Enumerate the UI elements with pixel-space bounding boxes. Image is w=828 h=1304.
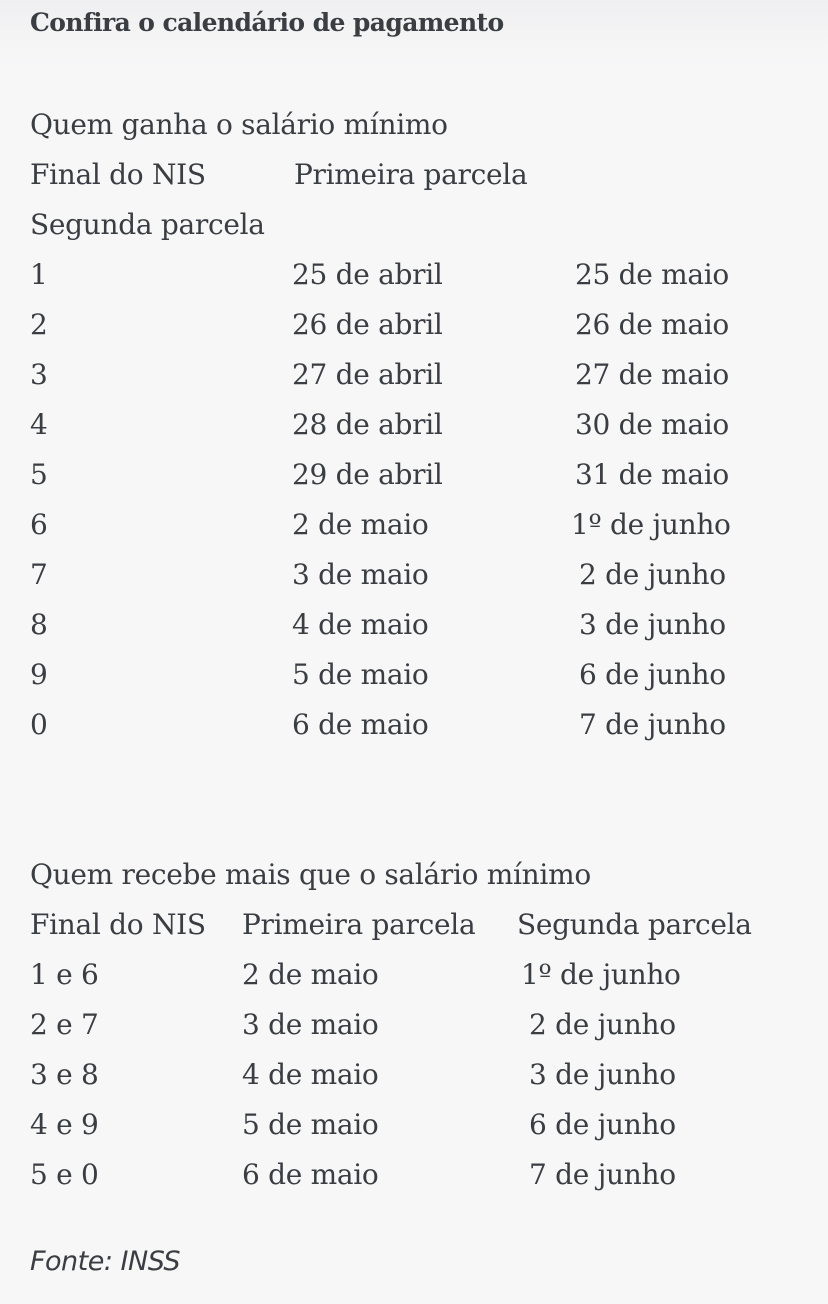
second-installment-cell: 30 de maio <box>575 408 729 441</box>
section1-title: Quem ganha o salário mínimo <box>30 108 448 141</box>
second-installment-cell: 7 de junho <box>529 1158 676 1191</box>
page-heading: Confira o calendário de pagamento <box>30 8 504 37</box>
first-installment-cell: 25 de abril <box>292 258 443 291</box>
section2-header-second: Segunda parcela <box>517 908 752 941</box>
first-installment-cell: 3 de maio <box>292 558 429 591</box>
first-installment-cell: 4 de maio <box>242 1058 379 1091</box>
second-installment-cell: 6 de junho <box>579 658 726 691</box>
first-installment-cell: 3 de maio <box>242 1008 379 1041</box>
nis-cell: 2 <box>30 308 48 341</box>
nis-cell: 9 <box>30 658 48 691</box>
section2-header-first: Primeira parcela <box>242 908 476 941</box>
nis-cell: 4 e 9 <box>30 1108 99 1141</box>
nis-cell: 6 <box>30 508 48 541</box>
nis-cell: 1 e 6 <box>30 958 99 991</box>
first-installment-cell: 29 de abril <box>292 458 443 491</box>
nis-cell: 5 <box>30 458 48 491</box>
nis-cell: 5 e 0 <box>30 1158 99 1191</box>
first-installment-cell: 27 de abril <box>292 358 443 391</box>
nis-cell: 3 <box>30 358 48 391</box>
first-installment-cell: 6 de maio <box>292 708 429 741</box>
nis-cell: 0 <box>30 708 48 741</box>
second-installment-cell: 7 de junho <box>579 708 726 741</box>
section1-header-second: Segunda parcela <box>30 208 265 241</box>
nis-cell: 4 <box>30 408 48 441</box>
section2-header-nis: Final do NIS <box>30 908 206 941</box>
first-installment-cell: 5 de maio <box>242 1108 379 1141</box>
second-installment-cell: 27 de maio <box>575 358 729 391</box>
second-installment-cell: 26 de maio <box>575 308 729 341</box>
second-installment-cell: 2 de junho <box>529 1008 676 1041</box>
first-installment-cell: 5 de maio <box>292 658 429 691</box>
second-installment-cell: 2 de junho <box>579 558 726 591</box>
section1-header-first: Primeira parcela <box>294 158 528 191</box>
second-installment-cell: 31 de maio <box>575 458 729 491</box>
second-installment-cell: 1º de junho <box>521 958 681 991</box>
second-installment-cell: 3 de junho <box>529 1058 676 1091</box>
first-installment-cell: 2 de maio <box>292 508 429 541</box>
nis-cell: 2 e 7 <box>30 1008 99 1041</box>
nis-cell: 7 <box>30 558 48 591</box>
section1-header-nis: Final do NIS <box>30 158 206 191</box>
nis-cell: 3 e 8 <box>30 1058 99 1091</box>
first-installment-cell: 2 de maio <box>242 958 379 991</box>
second-installment-cell: 6 de junho <box>529 1108 676 1141</box>
first-installment-cell: 28 de abril <box>292 408 443 441</box>
second-installment-cell: 25 de maio <box>575 258 729 291</box>
second-installment-cell: 3 de junho <box>579 608 726 641</box>
nis-cell: 8 <box>30 608 48 641</box>
second-installment-cell: 1º de junho <box>571 508 731 541</box>
first-installment-cell: 6 de maio <box>242 1158 379 1191</box>
section2-title: Quem recebe mais que o salário mínimo <box>30 858 591 891</box>
first-installment-cell: 4 de maio <box>292 608 429 641</box>
nis-cell: 1 <box>30 258 48 291</box>
source-note: Fonte: INSS <box>30 1246 181 1277</box>
first-installment-cell: 26 de abril <box>292 308 443 341</box>
